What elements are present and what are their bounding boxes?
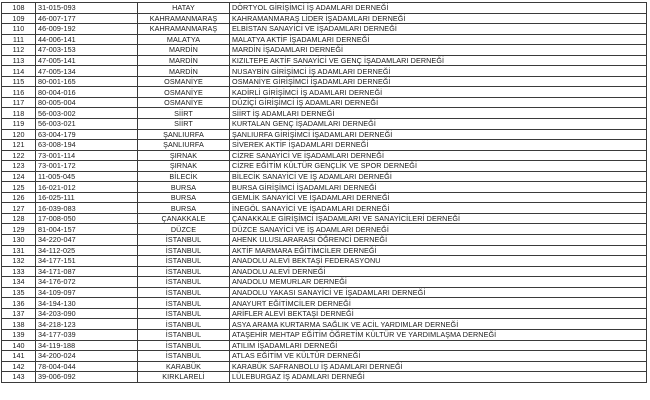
row-number: 124: [2, 171, 36, 182]
table-row: [2, 150, 647, 161]
table-row: [2, 224, 647, 235]
association-name: ARİFLER ALEVİ BEKTAŞİ DERNEĞİ: [230, 308, 647, 319]
row-number: 118: [2, 108, 36, 119]
registry-code: 47-005-141: [36, 55, 138, 66]
association-name: KARABÜK SAFRANBOLU İŞ ADAMLARI DERNEĞİ: [230, 361, 647, 372]
city-name: ÇANAKKALE: [138, 213, 230, 224]
row-number: 131: [2, 245, 36, 256]
association-name: KAHRAMANMARAŞ LİDER İŞADAMLARI DERNEĞİ: [230, 13, 647, 24]
table-row: [2, 66, 647, 77]
registry-code: 34-176-072: [36, 277, 138, 288]
city-name: BURSA: [138, 182, 230, 193]
city-name: MARDİN: [138, 66, 230, 77]
association-name: ÇANAKKALE GİRİŞİMCİ İŞADAMLARI VE SANAYİCİLERİ DERNEĞİ: [230, 213, 647, 224]
registry-code: 56-003-021: [36, 119, 138, 130]
row-number: 112: [2, 45, 36, 56]
city-name: İSTANBUL: [138, 351, 230, 362]
registry-code: 56-003-002: [36, 108, 138, 119]
table-row: [2, 287, 647, 298]
table-body: [2, 3, 647, 383]
city-name: SİİRT: [138, 108, 230, 119]
registry-code: 16-025-111: [36, 192, 138, 203]
row-number: 141: [2, 351, 36, 362]
city-name: MARDİN: [138, 45, 230, 56]
city-name: İSTANBUL: [138, 266, 230, 277]
association-name: DÖRTYOL GİRİŞİMCİ İŞ ADAMLARI DERNEĞİ: [230, 3, 647, 14]
table-row: [2, 266, 647, 277]
city-name: ŞIRNAK: [138, 150, 230, 161]
association-name: İNEGÖL SANAYİCİ VE İŞADAMLARI DERNEĞİ: [230, 203, 647, 214]
association-name: ANADOLU YAKASI SANAYİCİ VE İŞADAMLARI DERNEĞİ: [230, 287, 647, 298]
row-number: 136: [2, 298, 36, 309]
association-name: AKTİF MARMARA EĞİTİMCİLER DERNEĞİ: [230, 245, 647, 256]
table-row: [2, 372, 647, 383]
registry-code: 34-177-039: [36, 329, 138, 340]
row-number: 140: [2, 340, 36, 351]
table-row: [2, 140, 647, 151]
row-number: 111: [2, 34, 36, 45]
city-name: İSTANBUL: [138, 245, 230, 256]
association-name: ANADOLU MEMURLAR DERNEĞİ: [230, 277, 647, 288]
association-name: ELBİSTAN SANAYİCİ VE İŞADAMLARI DERNEĞİ: [230, 24, 647, 35]
association-name: LÜLEBURGAZ İŞ ADAMLARI DERNEĞİ: [230, 372, 647, 383]
registry-code: 34-220-047: [36, 235, 138, 246]
table-row: [2, 329, 647, 340]
row-number: 133: [2, 266, 36, 277]
association-name: MALATYA AKTİF İŞADAMLARI DERNEĞİ: [230, 34, 647, 45]
registry-code: 73-001-114: [36, 150, 138, 161]
city-name: İSTANBUL: [138, 308, 230, 319]
association-name: CİZRE SANAYİCİ VE İŞADAMLARI DERNEĞİ: [230, 150, 647, 161]
registry-code: 44-006-141: [36, 34, 138, 45]
city-name: KARABÜK: [138, 361, 230, 372]
registry-code: 46-009-192: [36, 24, 138, 35]
row-number: 119: [2, 119, 36, 130]
city-name: BURSA: [138, 203, 230, 214]
registry-code: 11-005-045: [36, 171, 138, 182]
table-row: [2, 213, 647, 224]
registry-code: 34-218-123: [36, 319, 138, 330]
table-row: [2, 171, 647, 182]
registry-code: 34-112-025: [36, 245, 138, 256]
registry-code: 80-004-016: [36, 87, 138, 98]
registry-code: 16-039-083: [36, 203, 138, 214]
registry-code: 73-001-172: [36, 161, 138, 172]
table-row: [2, 256, 647, 267]
table-row: [2, 13, 647, 24]
registry-code: 34-177-151: [36, 256, 138, 267]
table-row: [2, 182, 647, 193]
registry-code: 78-004-044: [36, 361, 138, 372]
city-name: İSTANBUL: [138, 235, 230, 246]
association-name: MARDİN İŞADAMLARI DERNEĞİ: [230, 45, 647, 56]
table-row: [2, 87, 647, 98]
row-number: 128: [2, 213, 36, 224]
association-name: SİİRT İŞ ADAMLARI DERNEĞİ: [230, 108, 647, 119]
association-name: ATAŞEHİR MEHTAP EĞİTİM ÖĞRETİM KÜLTÜR VE YARDIMLAŞMA DERNEĞİ: [230, 329, 647, 340]
association-name: KIZILTEPE AKTİF SANAYİCİ VE GENÇ İŞADAMLARI DERNEĞİ: [230, 55, 647, 66]
registry-code: 34-119-188: [36, 340, 138, 351]
row-number: 117: [2, 97, 36, 108]
registry-code: 80-005-004: [36, 97, 138, 108]
registry-code: 81-004-157: [36, 224, 138, 235]
city-name: HATAY: [138, 3, 230, 14]
city-name: İSTANBUL: [138, 319, 230, 330]
row-number: 123: [2, 161, 36, 172]
association-name: SİVEREK AKTİF İŞADAMLARI DERNEĞİ: [230, 140, 647, 151]
registry-code: 47-003-153: [36, 45, 138, 56]
association-name: AHENK ULUSLARARASI ÖĞRENCİ DERNEĞİ: [230, 235, 647, 246]
association-name: KADİRLİ GİRİŞİMCİ İŞ ADAMLARI DERNEĞİ: [230, 87, 647, 98]
association-name: ANADOLU ALEVİ BEKTAŞİ FEDERASYONU: [230, 256, 647, 267]
table-row: [2, 119, 647, 130]
registry-code: 63-008-194: [36, 140, 138, 151]
row-number: 126: [2, 192, 36, 203]
row-number: 137: [2, 308, 36, 319]
registry-code: 16-021-012: [36, 182, 138, 193]
row-number: 138: [2, 319, 36, 330]
association-name: ŞANLIURFA GİRİŞİMCİ İŞADAMLARI DERNEĞİ: [230, 129, 647, 140]
association-name: BURSA GİRİŞİMCİ İŞADAMLARI DERNEĞİ: [230, 182, 647, 193]
association-name: ASYA ARAMA KURTARMA SAĞLIK VE ACİL YARDIMLAR DERNEĞİ: [230, 319, 647, 330]
city-name: OSMANİYE: [138, 87, 230, 98]
city-name: DÜZCE: [138, 224, 230, 235]
table-row: [2, 24, 647, 35]
city-name: SİİRT: [138, 119, 230, 130]
city-name: ŞIRNAK: [138, 161, 230, 172]
city-name: ŞANLIURFA: [138, 129, 230, 140]
registry-code: 39-006-092: [36, 372, 138, 383]
table-row: [2, 192, 647, 203]
table-row: [2, 34, 647, 45]
city-name: İSTANBUL: [138, 287, 230, 298]
city-name: OSMANİYE: [138, 76, 230, 87]
row-number: 130: [2, 235, 36, 246]
row-number: 139: [2, 329, 36, 340]
row-number: 114: [2, 66, 36, 77]
city-name: ŞANLIURFA: [138, 140, 230, 151]
registry-code: 31-015-093: [36, 3, 138, 14]
row-number: 109: [2, 13, 36, 24]
row-number: 113: [2, 55, 36, 66]
row-number: 142: [2, 361, 36, 372]
table-row: [2, 235, 647, 246]
registry-code: 47-005-134: [36, 66, 138, 77]
row-number: 132: [2, 256, 36, 267]
table-row: [2, 129, 647, 140]
row-number: 134: [2, 277, 36, 288]
table-row: [2, 340, 647, 351]
association-name: DÜZCE SANAYİCİ VE İŞ ADAMLARI DERNEĞİ: [230, 224, 647, 235]
table-row: [2, 308, 647, 319]
row-number: 115: [2, 76, 36, 87]
registry-code: 46-007-177: [36, 13, 138, 24]
city-name: İSTANBUL: [138, 277, 230, 288]
table-row: [2, 55, 647, 66]
registry-code: 63-004-179: [36, 129, 138, 140]
registry-code: 17-008-050: [36, 213, 138, 224]
row-number: 135: [2, 287, 36, 298]
row-number: 122: [2, 150, 36, 161]
table-row: [2, 97, 647, 108]
table-row: [2, 298, 647, 309]
city-name: İSTANBUL: [138, 256, 230, 267]
table-row: [2, 108, 647, 119]
association-table: [1, 2, 647, 383]
table-row: [2, 3, 647, 14]
registry-code: 34-200-024: [36, 351, 138, 362]
association-name: ATILIM İŞADAMLARI DERNEĞİ: [230, 340, 647, 351]
row-number: 143: [2, 372, 36, 383]
row-number: 129: [2, 224, 36, 235]
table-row: [2, 161, 647, 172]
row-number: 121: [2, 140, 36, 151]
city-name: MALATYA: [138, 34, 230, 45]
city-name: OSMANİYE: [138, 97, 230, 108]
association-name: ANAYURT EĞİTİMCİLER DERNEĞİ: [230, 298, 647, 309]
row-number: 120: [2, 129, 36, 140]
row-number: 125: [2, 182, 36, 193]
association-name: GEMLİK SANAYİCİ VE İŞADAMLARI DERNEĞİ: [230, 192, 647, 203]
city-name: KIRKLARELİ: [138, 372, 230, 383]
registry-code: 34-109-097: [36, 287, 138, 298]
registry-code: 34-203-090: [36, 308, 138, 319]
row-number: 108: [2, 3, 36, 14]
registry-code: 34-171-087: [36, 266, 138, 277]
table-row: [2, 361, 647, 372]
table-row: [2, 45, 647, 56]
registry-code: 34-194-130: [36, 298, 138, 309]
row-number: 110: [2, 24, 36, 35]
association-name: DÜZİÇİ GİRİŞİMCİ İŞ ADAMLARI DERNEĞİ: [230, 97, 647, 108]
row-number: 127: [2, 203, 36, 214]
city-name: MARDİN: [138, 55, 230, 66]
association-name: NUSAYBİN GİRİŞİMCİ İŞ ADAMLARI DERNEĞİ: [230, 66, 647, 77]
city-name: KAHRAMANMARAŞ: [138, 24, 230, 35]
city-name: İSTANBUL: [138, 298, 230, 309]
city-name: İSTANBUL: [138, 340, 230, 351]
association-name: CİZRE EĞİTİM KÜLTÜR GENÇLİK VE SPOR DERNEĞİ: [230, 161, 647, 172]
association-name: ANADOLU ALEVİ DERNEĞİ: [230, 266, 647, 277]
table-row: [2, 245, 647, 256]
city-name: BURSA: [138, 192, 230, 203]
table-row: [2, 351, 647, 362]
city-name: BİLECİK: [138, 171, 230, 182]
city-name: KAHRAMANMARAŞ: [138, 13, 230, 24]
row-number: 116: [2, 87, 36, 98]
table-row: [2, 76, 647, 87]
city-name: İSTANBUL: [138, 329, 230, 340]
association-name: BİLECİK SANAYİCİ VE İŞ ADAMLARI DERNEĞİ: [230, 171, 647, 182]
table-row: [2, 319, 647, 330]
association-name: OSMANİYE GİRİŞİMCİ İŞADAMLARI DERNEĞİ: [230, 76, 647, 87]
association-name: KURTALAN GENÇ İŞADAMLARI DERNEĞİ: [230, 119, 647, 130]
association-name: ATLAS EĞİTİM VE KÜLTÜR DERNEĞİ: [230, 351, 647, 362]
table-row: [2, 277, 647, 288]
table-row: [2, 203, 647, 214]
registry-code: 80-001-165: [36, 76, 138, 87]
